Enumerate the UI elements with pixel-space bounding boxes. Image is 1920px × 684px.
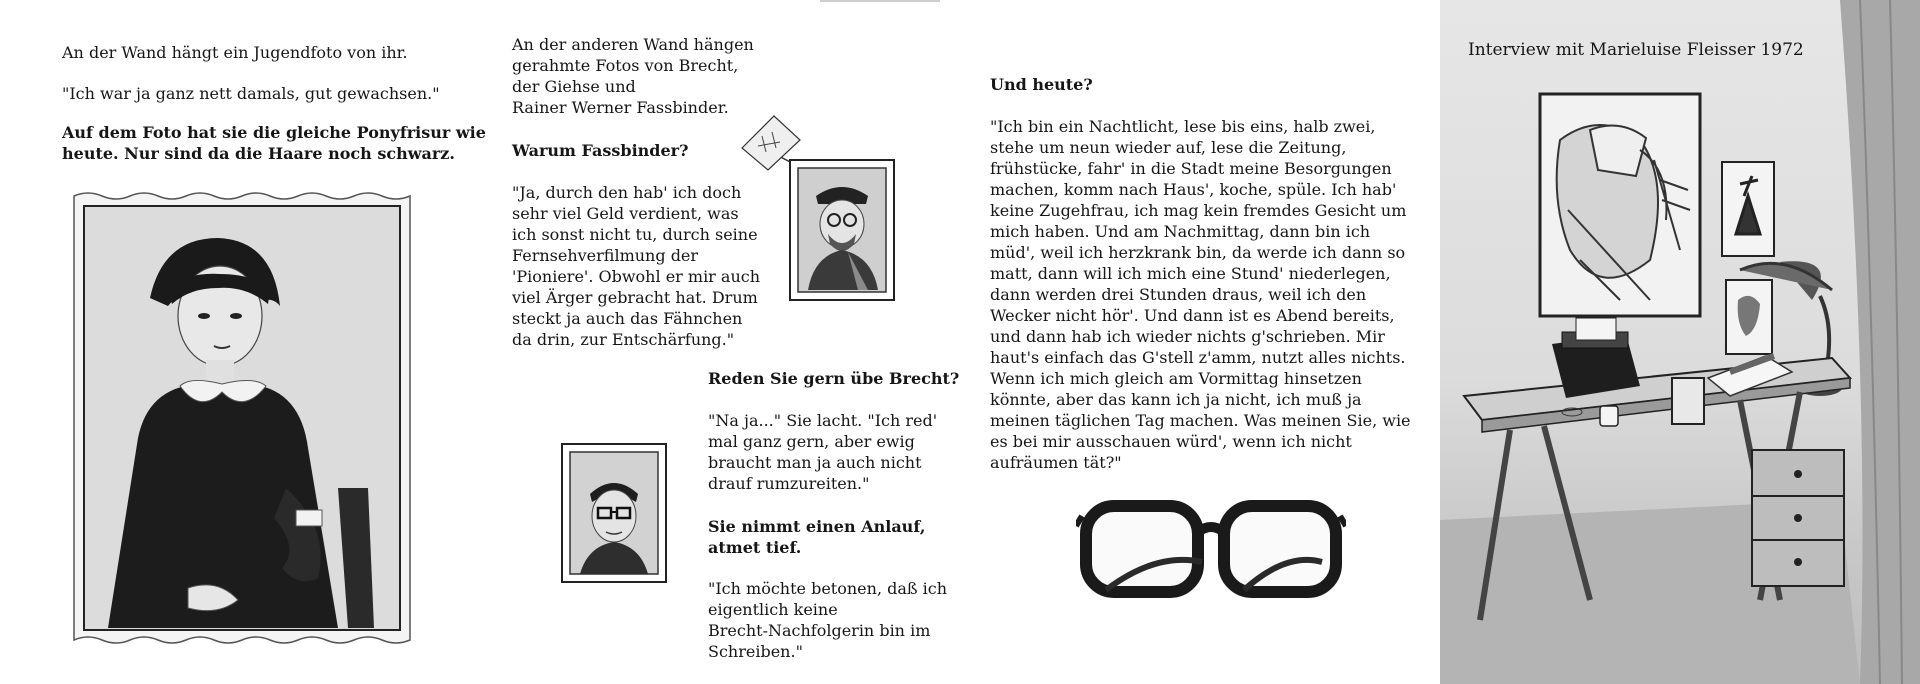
answer-line: "Na ja..." Sie lacht. "Ich red' [708,411,938,430]
answer-line: könnte, aber das kann ich ja nicht, ich muß ja [990,390,1362,409]
brecht-quote [708,578,947,662]
answer-today [990,116,1411,473]
answer-line: steckt ja auch das Fähnchen [512,309,743,328]
youth-quote: "Ich war ja ganz nett damals, gut gewachsen." [62,84,440,103]
answer-line: dann werden drei Stunden draus, weil ich den [990,285,1367,304]
action-line-1: Sie nimmt einen Anlauf, [708,517,926,536]
answer-line: braucht man ja auch nicht [708,453,922,472]
desk-scene-panel [1440,0,1920,684]
quote-line: "Ich möchte betonen, daß ich [708,579,948,598]
answer-line: machen, komm nach Haus', koche, spüle. Ich hab' [990,180,1397,199]
answer-line: matt, dann will ich mich eine Stund' niederlegen, [990,264,1391,283]
answer-line: müd', weil ich herzkrank bin, da werde ich dann so [990,243,1406,262]
answer-line: frühstücke, fahr' in die Stadt meine Besorgungen [990,159,1392,178]
quote-line: eigentlich keine [708,600,838,619]
answer-line: sehr viel Geld verdient, was [512,204,739,223]
answer-line: mal ganz gern, aber ewig [708,432,915,451]
question-fassbinder: Warum Fassbinder? [512,141,689,160]
answer-line: haut's einfach das G'stell z'amm, nutzt alles nichts. [990,348,1406,367]
glasses-illustration [1076,492,1346,612]
answer-line: "Ich bin ein Nachtlicht, lese bis eins, halb zwei, [990,117,1376,136]
intro-line-1: An der anderen Wand hängen [512,35,754,54]
ponytail-line-1: Auf dem Foto hat sie die gleiche Ponyfrisur wie [62,123,486,142]
ponytail-line-2: heute. Nur sind da die Haare noch schwarz. [62,144,455,163]
ponytail-caption [62,122,486,164]
action-line-2: atmet tief. [708,538,802,557]
answer-line: aufräumen tät?" [990,453,1122,472]
answer-line: stehe um neun wieder auf, lese die Zeitung, [990,138,1347,157]
answer-line: "Ja, durch den hab' ich doch [512,183,742,202]
desk-scene-illustration [1440,0,1920,684]
answer-line: da drin, zur Entschärfung." [512,330,735,349]
top-edge-line [820,0,940,2]
intro-line-3: der Giehse und [512,77,636,96]
answer-line: 'Pioniere'. Obwohl er mir auch [512,267,761,286]
interview-title: Interview mit Marieluise Fleisser 1972 [1468,40,1804,60]
wall-photo-text: An der Wand hängt ein Jugendfoto von ihr. [62,43,408,62]
brecht-photo-illustration [560,442,668,584]
answer-line: mich haben. Und am Nachmittag, dann bin ich [990,222,1371,241]
question-today: Und heute? [990,75,1093,94]
answer-line: Wecker nicht hör'. Und dann ist es Abend bereits, [990,306,1395,325]
answer-line: Wenn ich mich gleich am Vormittag hinsetzen [990,369,1362,388]
answer-line: keine Zugehfrau, ich mag kein fremdes Gesicht um [990,201,1407,220]
answer-line: es bei mir ausschauen würd', wenn ich nicht [990,432,1352,451]
fassbinder-photo-illustration [738,112,898,308]
action-caption [708,516,925,558]
intro-line-4: Rainer Werner Fassbinder. [512,98,729,117]
quote-line: Schreiben." [708,642,803,661]
answer-line: viel Ärger gebracht hat. Drum [512,288,758,307]
quote-line: Brecht-Nachfolgerin bin im [708,621,931,640]
answer-fassbinder [512,182,760,350]
answer-brecht [708,410,937,494]
answer-line: ich sonst nicht tu, durch seine [512,225,758,244]
answer-line: meinen täglichen Tag machen. Was meinen Sie, wie [990,411,1411,430]
youth-portrait-illustration [68,188,416,648]
other-wall-intro [512,34,754,118]
question-brecht: Reden Sie gern übe Brecht? [708,369,960,388]
intro-line-2: gerahmte Fotos von Brecht, [512,56,739,75]
answer-line: Fernsehverfilmung der [512,246,699,265]
answer-line: drauf rumzureiten." [708,474,870,493]
answer-line: und dann hab ich wieder nichts g'schrieben. Mir [990,327,1385,346]
